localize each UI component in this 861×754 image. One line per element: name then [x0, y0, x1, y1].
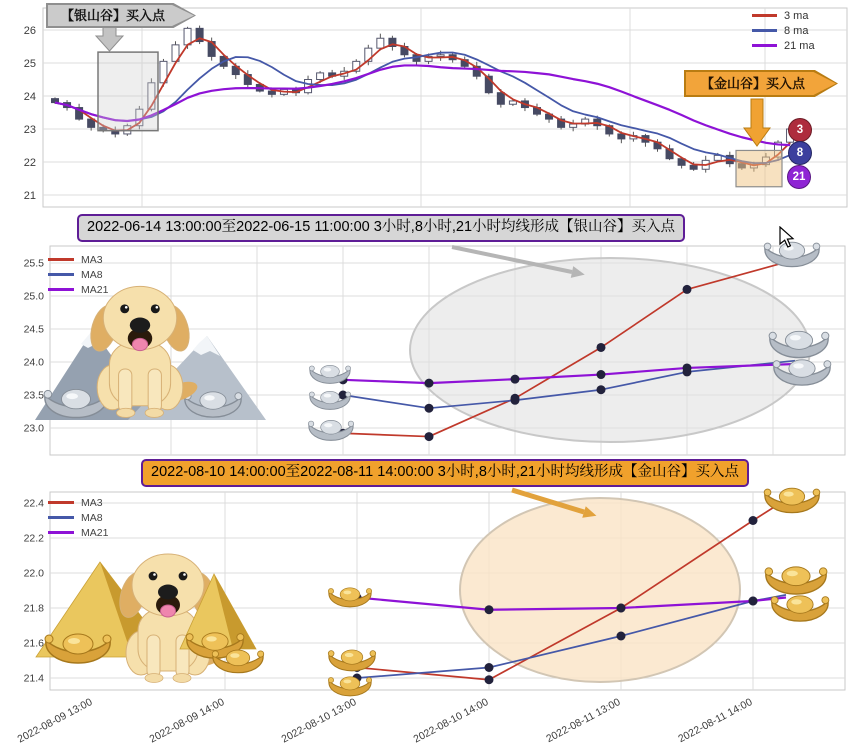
data-point-marker — [597, 370, 606, 379]
data-point-marker — [597, 343, 606, 352]
highlight-ellipse — [410, 258, 810, 442]
data-point-marker — [511, 396, 520, 405]
legend-item-ma3 — [48, 252, 108, 267]
legend-label: MA3 — [81, 253, 103, 266]
legend-item-ma21 — [48, 282, 108, 297]
ma21-swatch-icon — [48, 288, 74, 291]
data-point-marker — [749, 516, 758, 525]
y-axis-label: 25 — [23, 58, 36, 70]
x-axis-label: 2022-08-09 13:00 — [15, 696, 95, 746]
silver-valley-callout — [46, 3, 196, 28]
highlight-ellipse — [460, 498, 740, 682]
y-axis-label: 24 — [23, 91, 36, 103]
legend-item-ma8 — [48, 267, 108, 282]
candle-body — [570, 124, 577, 127]
y-axis-label: 21.6 — [23, 637, 44, 650]
legend-label: MA21 — [81, 283, 109, 296]
silver-valley-chart — [24, 242, 845, 455]
candle-body — [437, 55, 444, 57]
data-point-marker — [683, 363, 692, 372]
y-axis-label: 21.4 — [23, 672, 44, 685]
data-point-marker — [485, 675, 494, 684]
y-axis-label: 23 — [23, 124, 36, 136]
legend-item-ma8 — [48, 510, 108, 525]
candle-body — [714, 155, 721, 160]
y-axis-label: 23.5 — [23, 389, 44, 402]
data-point-marker — [425, 404, 434, 413]
ma8-badge: 8 — [788, 141, 812, 165]
data-point-marker — [749, 597, 758, 606]
y-axis-label: 21.8 — [23, 602, 44, 615]
data-point-marker — [511, 375, 520, 384]
callout-text: 【金山谷】买入点 — [700, 76, 805, 91]
silver-valley-title: 2022-06-14 13:00:00至2022-06-15 11:00:00 3小时,8小时,21小时均线形成【银山谷】买入点 — [77, 214, 685, 242]
data-point-marker — [683, 285, 692, 294]
ma21-swatch-icon — [48, 531, 74, 534]
ma8-swatch-icon — [48, 516, 74, 519]
ma21-swatch-icon — [752, 44, 777, 47]
x-axis-label: 2022-08-10 14:00 — [411, 696, 491, 746]
silver-valley-box — [98, 52, 158, 131]
gold-valley-box — [736, 150, 782, 186]
top-chart-legend — [752, 8, 815, 53]
data-point-marker — [617, 632, 626, 641]
data-point-marker — [485, 605, 494, 614]
legend-label: MA8 — [81, 268, 103, 281]
ma21-badge: 21 — [787, 165, 811, 189]
candle-body — [497, 93, 504, 105]
data-point-marker — [425, 432, 434, 441]
legend-label: 21 ma — [784, 39, 815, 52]
y-axis-label: 25.5 — [23, 257, 44, 270]
gold-valley-callout — [684, 70, 838, 97]
ma8-swatch-icon — [752, 29, 777, 32]
legend-label: MA3 — [81, 496, 103, 509]
candlestick-chart — [24, 8, 847, 207]
y-axis-label: 26 — [23, 25, 36, 37]
y-axis-label: 23.0 — [23, 422, 44, 435]
ma3-swatch-icon — [752, 14, 777, 17]
y-axis-label: 25.0 — [23, 290, 44, 303]
legend-label: 3 ma — [784, 9, 809, 22]
ma3-swatch-icon — [48, 258, 74, 261]
candle-body — [268, 91, 275, 94]
candle-body — [377, 38, 384, 48]
x-axis-label: 2022-08-09 14:00 — [147, 696, 227, 746]
mouse-cursor-icon — [779, 226, 795, 248]
callout-text: 【银山谷】买入点 — [60, 8, 165, 23]
silver-chart-legend — [48, 252, 108, 297]
x-axis-label: 2022-08-10 13:00 — [279, 696, 359, 746]
x-axis-label: 2022-08-11 14:00 — [676, 696, 755, 746]
candle-body — [618, 134, 625, 139]
data-point-marker — [597, 385, 606, 394]
candle-body — [509, 101, 516, 104]
y-axis-label: 22.2 — [23, 532, 44, 545]
legend-item-3ma — [752, 8, 815, 23]
legend-label: MA21 — [81, 526, 109, 539]
y-axis-label: 21 — [23, 190, 36, 202]
ma3-badge: 3 — [788, 118, 812, 142]
candle-body — [317, 73, 324, 80]
gold-valley-chart — [16, 488, 845, 745]
y-axis-label: 22.0 — [23, 567, 44, 580]
ma3-swatch-icon — [48, 501, 74, 504]
legend-item-8ma — [752, 23, 815, 38]
gold-chart-legend — [48, 495, 108, 540]
data-point-marker — [425, 379, 434, 388]
ma8-swatch-icon — [48, 273, 74, 276]
legend-label: MA8 — [81, 511, 103, 524]
legend-label: 8 ma — [784, 24, 809, 37]
y-axis-label: 24.0 — [23, 356, 44, 369]
legend-item-ma21 — [48, 525, 108, 540]
x-axis-label: 2022-08-11 13:00 — [544, 696, 623, 746]
data-point-marker — [617, 604, 626, 613]
candle-body — [690, 165, 697, 169]
y-axis-label: 22.4 — [23, 497, 44, 510]
y-axis-label: 24.5 — [23, 323, 44, 336]
y-axis-label: 22 — [23, 157, 36, 169]
legend-item-21ma — [752, 38, 815, 53]
candle-body — [184, 28, 191, 44]
data-point-marker — [485, 663, 494, 672]
gold-valley-title: 2022-08-10 14:00:00至2022-08-11 14:00:00 3小时,8小时,21小时均线形成【金山谷】买入点 — [141, 459, 749, 487]
legend-item-ma3 — [48, 495, 108, 510]
